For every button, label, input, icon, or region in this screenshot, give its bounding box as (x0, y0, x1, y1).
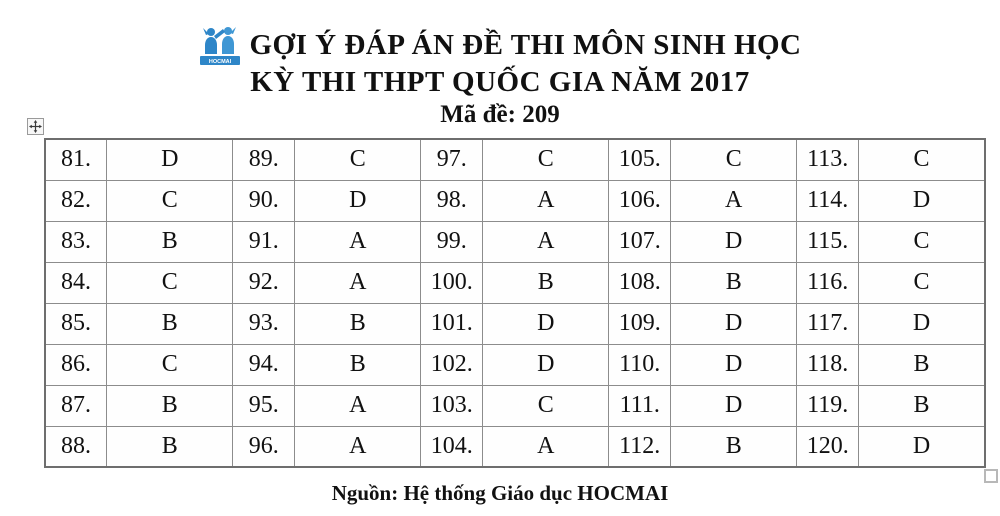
question-number-cell: 106. (609, 180, 671, 221)
question-number-cell: 102. (421, 344, 483, 385)
question-number-cell: 93. (233, 303, 295, 344)
question-number-cell: 97. (421, 139, 483, 180)
answer-cell: A (295, 426, 421, 467)
question-number-cell: 83. (45, 221, 107, 262)
answer-cell: D (671, 385, 797, 426)
answer-cell: A (295, 385, 421, 426)
question-number-cell: 101. (421, 303, 483, 344)
answer-cell: B (671, 426, 797, 467)
table-row (45, 303, 985, 344)
answer-cell: D (671, 344, 797, 385)
answer-cell: C (295, 139, 421, 180)
answer-cell: B (859, 344, 986, 385)
answer-cell: C (107, 262, 233, 303)
answer-cell: B (107, 303, 233, 344)
answer-cell: A (483, 180, 609, 221)
answer-cell: C (107, 344, 233, 385)
question-number-cell: 117. (797, 303, 859, 344)
table-row (45, 344, 985, 385)
answer-cell: B (859, 385, 986, 426)
answer-cell: B (295, 344, 421, 385)
exam-code: Mã đề: 209 (440, 101, 560, 128)
question-number-cell: 85. (45, 303, 107, 344)
question-number-cell: 81. (45, 139, 107, 180)
question-number-cell: 107. (609, 221, 671, 262)
question-number-cell: 112. (609, 426, 671, 467)
table-row (45, 262, 985, 303)
question-number-cell: 88. (45, 426, 107, 467)
question-number-cell: 87. (45, 385, 107, 426)
question-number-cell: 115. (797, 221, 859, 262)
answer-cell: A (483, 221, 609, 262)
answer-cell: C (483, 139, 609, 180)
question-number-cell: 103. (421, 385, 483, 426)
answer-key-table (44, 138, 986, 468)
answer-cell: D (483, 303, 609, 344)
answer-cell: A (671, 180, 797, 221)
source-line: Nguồn: Hệ thống Giáo dục HOCMAI (331, 481, 669, 505)
table-row (45, 426, 985, 467)
answer-cell: C (671, 139, 797, 180)
hocmai-logo-icon (198, 24, 242, 66)
answer-cell: A (483, 426, 609, 467)
question-number-cell: 99. (421, 221, 483, 262)
answer-cell: D (483, 344, 609, 385)
answer-cell: B (107, 221, 233, 262)
question-number-cell: 108. (609, 262, 671, 303)
question-number-cell: 113. (797, 139, 859, 180)
answer-cell: A (295, 221, 421, 262)
question-number-cell: 90. (233, 180, 295, 221)
question-number-cell: 110. (609, 344, 671, 385)
question-number-cell: 118. (797, 344, 859, 385)
answer-cell: C (859, 139, 986, 180)
table-row (45, 385, 985, 426)
answer-cell: B (107, 385, 233, 426)
question-number-cell: 84. (45, 262, 107, 303)
answer-cell: D (107, 139, 233, 180)
question-number-cell: 86. (45, 344, 107, 385)
answer-cell: D (859, 426, 986, 467)
document-header (0, 24, 1000, 130)
answer-cell: C (483, 385, 609, 426)
title-line-1 (0, 24, 1000, 66)
answer-cell: B (671, 262, 797, 303)
hocmai-logo-label: HOCMAI (209, 59, 232, 65)
question-number-cell: 105. (609, 139, 671, 180)
answer-cell: A (295, 262, 421, 303)
answer-cell: B (483, 262, 609, 303)
answer-cell: D (671, 221, 797, 262)
page-title: GỢI Ý ĐÁP ÁN ĐỀ THI MÔN SINH HỌC (249, 29, 802, 61)
question-number-cell: 114. (797, 180, 859, 221)
question-number-cell: 91. (233, 221, 295, 262)
question-number-cell: 104. (421, 426, 483, 467)
answer-cell: C (859, 262, 986, 303)
answer-cell: D (859, 180, 986, 221)
answer-cell: C (107, 180, 233, 221)
question-number-cell: 89. (233, 139, 295, 180)
question-number-cell: 82. (45, 180, 107, 221)
question-number-cell: 120. (797, 426, 859, 467)
table-move-handle[interactable] (27, 118, 44, 135)
question-number-cell: 92. (233, 262, 295, 303)
answer-cell: B (107, 426, 233, 467)
move-arrows-icon (29, 120, 42, 133)
question-number-cell: 116. (797, 262, 859, 303)
answer-cell: B (295, 303, 421, 344)
question-number-cell: 109. (609, 303, 671, 344)
table-row (45, 180, 985, 221)
answer-cell: D (295, 180, 421, 221)
table-row (45, 139, 985, 180)
answer-cell: D (859, 303, 986, 344)
question-number-cell: 96. (233, 426, 295, 467)
table-row (45, 221, 985, 262)
question-number-cell: 111. (609, 385, 671, 426)
page-subtitle: KỲ THI THPT QUỐC GIA NĂM 2017 (250, 66, 750, 98)
question-number-cell: 94. (233, 344, 295, 385)
question-number-cell: 100. (421, 262, 483, 303)
question-number-cell: 98. (421, 180, 483, 221)
answer-cell: D (671, 303, 797, 344)
answer-table-body (45, 139, 985, 467)
question-number-cell: 119. (797, 385, 859, 426)
question-number-cell: 95. (233, 385, 295, 426)
answer-cell: C (859, 221, 986, 262)
